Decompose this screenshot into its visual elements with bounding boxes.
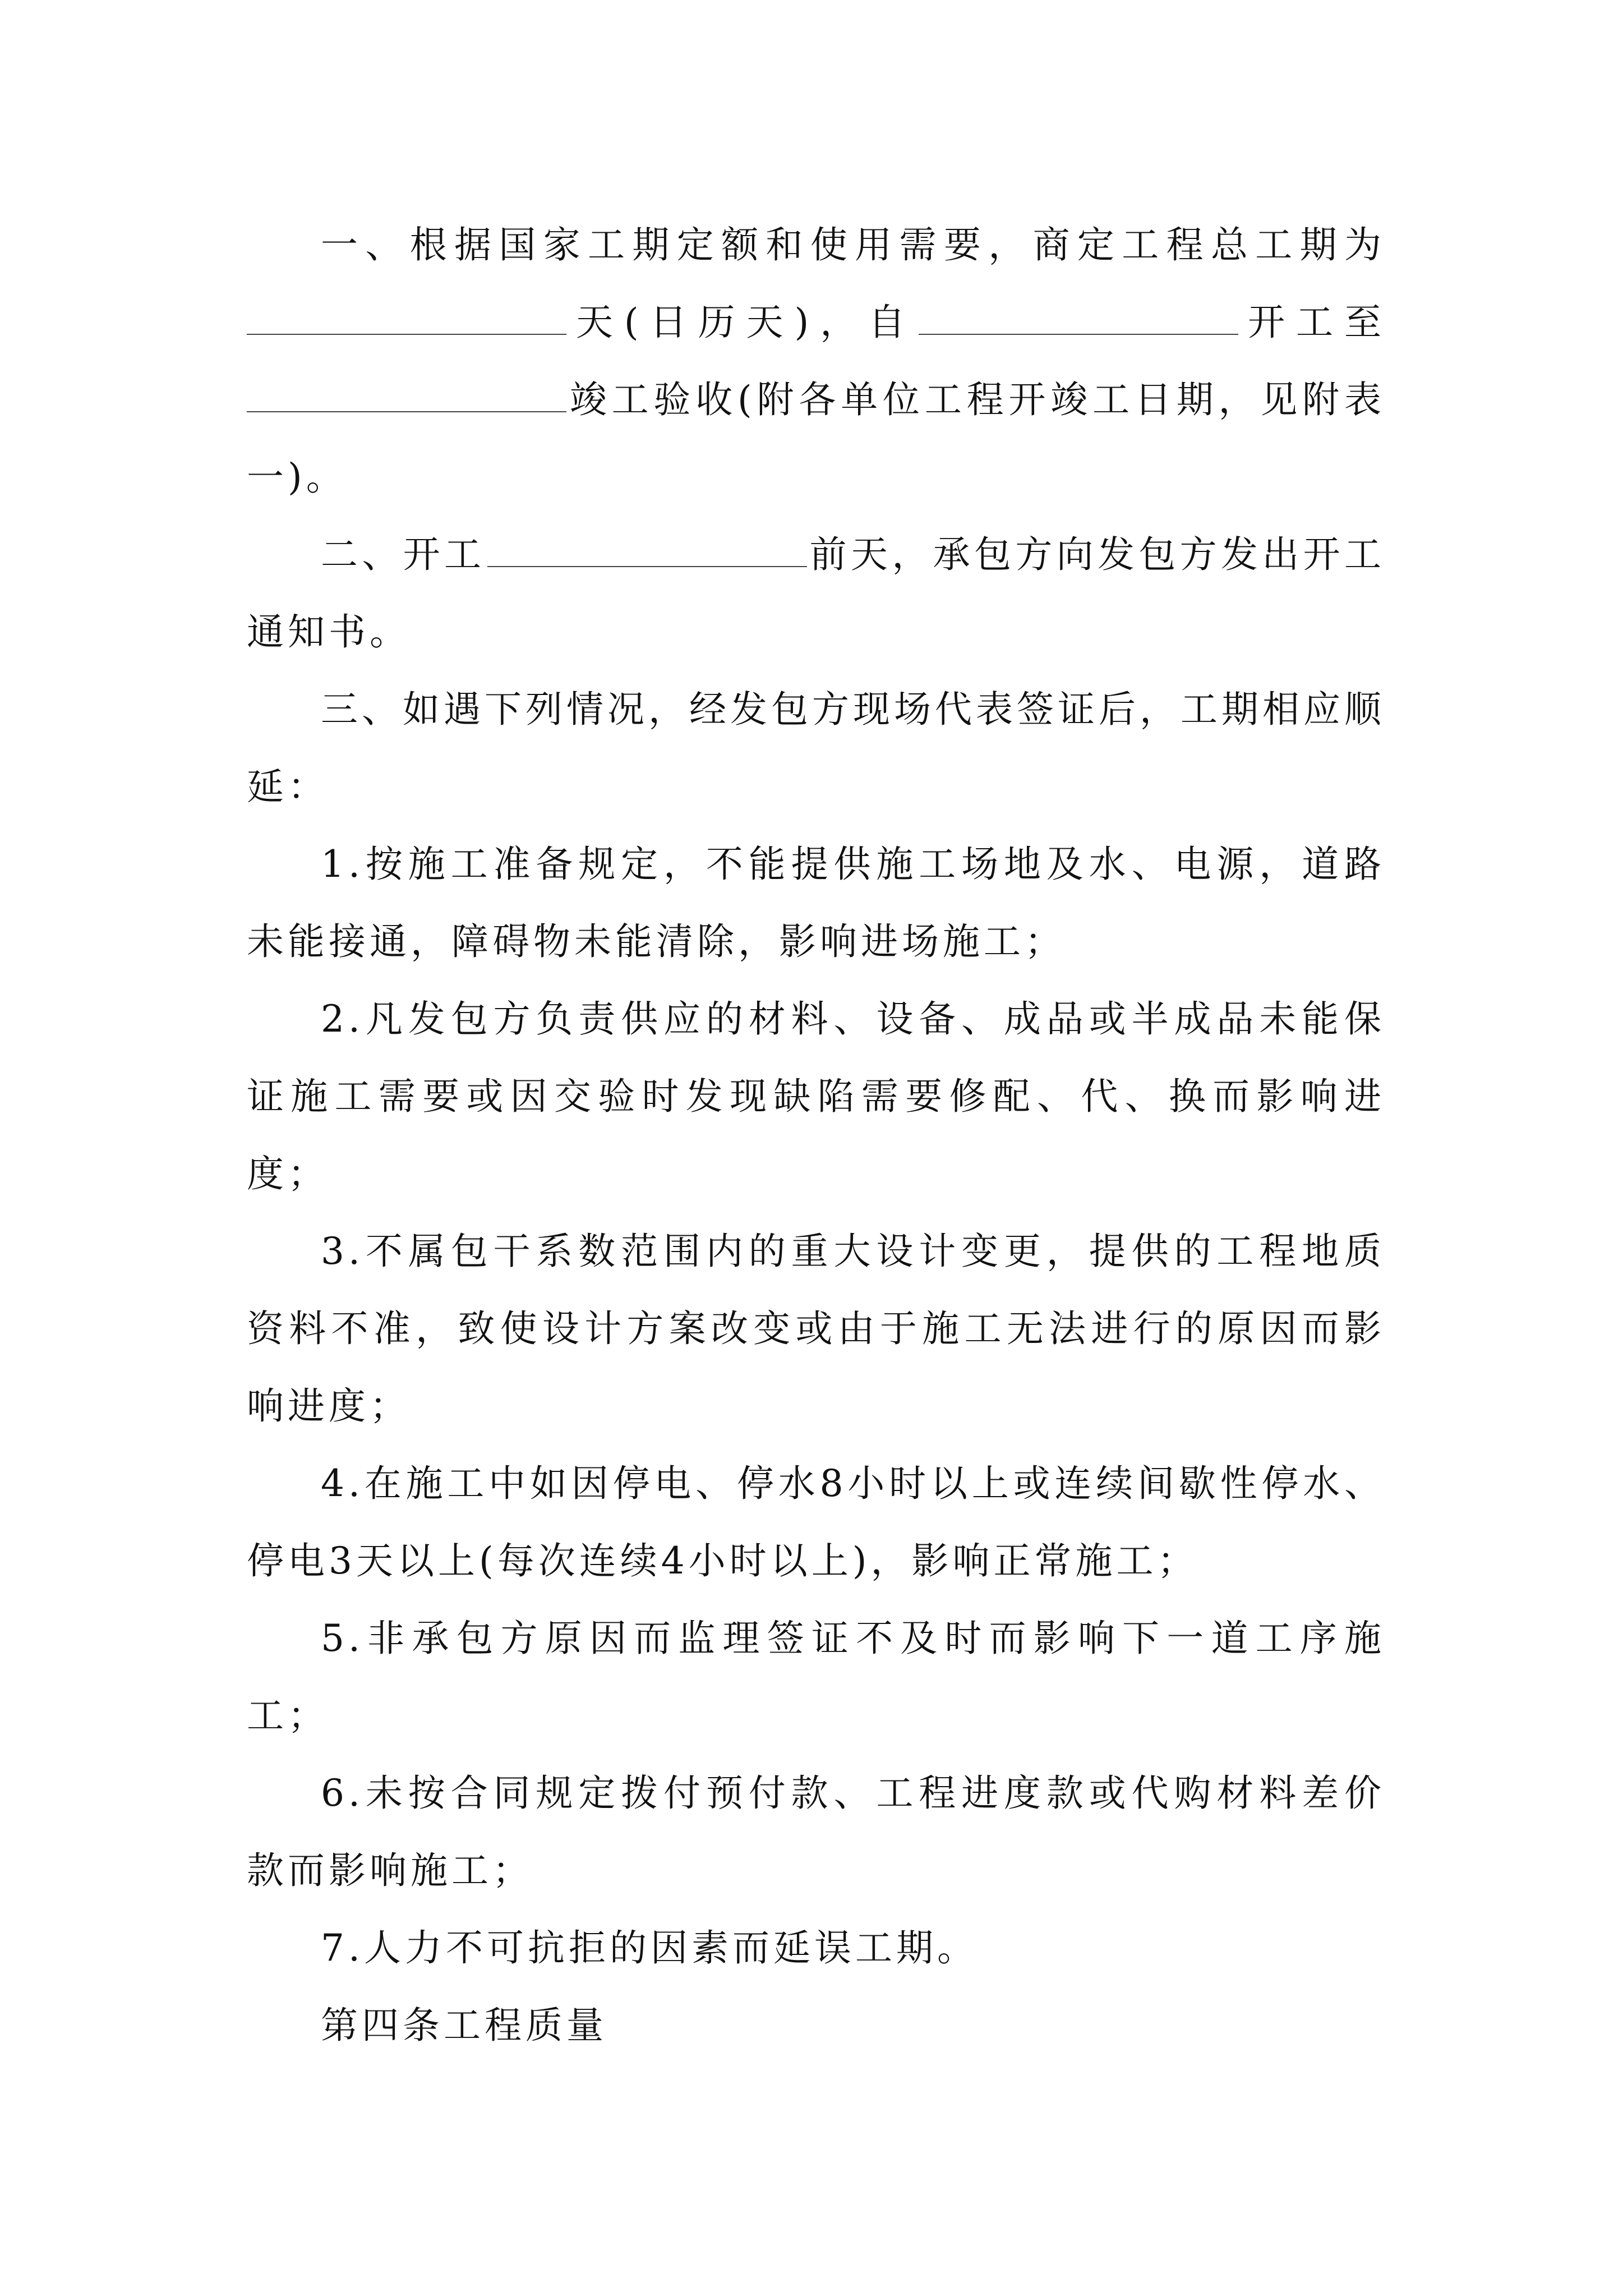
list-item-5: 5.非承包方原因而监理签证不及时而影响下一道工序施工； [247,1617,1385,1737]
list-item-3: 3.不属包干系数范围内的重大设计变更，提供的工程地质资料不准，致使设计方案改变或由于施工无法进行的原因而影响进度； [247,1230,1385,1428]
paragraph-total-duration [247,206,1385,516]
paragraph-text: 天(日历天)，自 [569,301,917,344]
blank-field-days [247,300,566,335]
blank-field-notice-date [487,532,807,567]
paragraph-extension-conditions: 三、如遇下列情况，经发包方现场代表签证后，工期相应顺延： [247,688,1385,808]
list-item-6: 6.未按合同规定拨付预付款、工程进度款或代购材料差价款而影响施工； [247,1772,1385,1892]
list-item-1: 1.按施工准备规定，不能提供施工场地及水、电源，道路未能接通，障碍物未能清除，影响进场施工； [247,843,1385,963]
paragraph-start-notice [247,516,1385,671]
list-item-4: 4.在施工中如因停电、停水8小时以上或连续间歇性停水、停电3天以上(每次连续4小时以上)，影响正常施工； [247,1462,1385,1582]
section-heading: 第四条工程质量 [321,2004,607,2047]
blank-field-end-date [247,378,566,412]
document-body [247,206,1385,2064]
blank-field-start-date [919,300,1238,335]
paragraph-text: 二、开工 [321,533,486,576]
paragraph-text: 一、根据国家工期定额和使用需要，商定工程总工期为 [321,223,1385,266]
paragraph-text: 竣工验收(附各单位工程开竣工日期，见附表一)。 [247,378,1385,499]
list-item-7: 7.人力不可抗拒的因素而延误工期。 [321,1926,978,1970]
list-item-2: 2.凡发包方负责供应的材料、设备、成品或半成品未能保证施工需要或因交验时发现缺陷需要修配、代、换而影响进度； [247,997,1385,1195]
paragraph-text: 前天，承包方向发包方发出开工通知书。 [247,533,1386,654]
paragraph-text: 开工至 [1241,301,1385,344]
